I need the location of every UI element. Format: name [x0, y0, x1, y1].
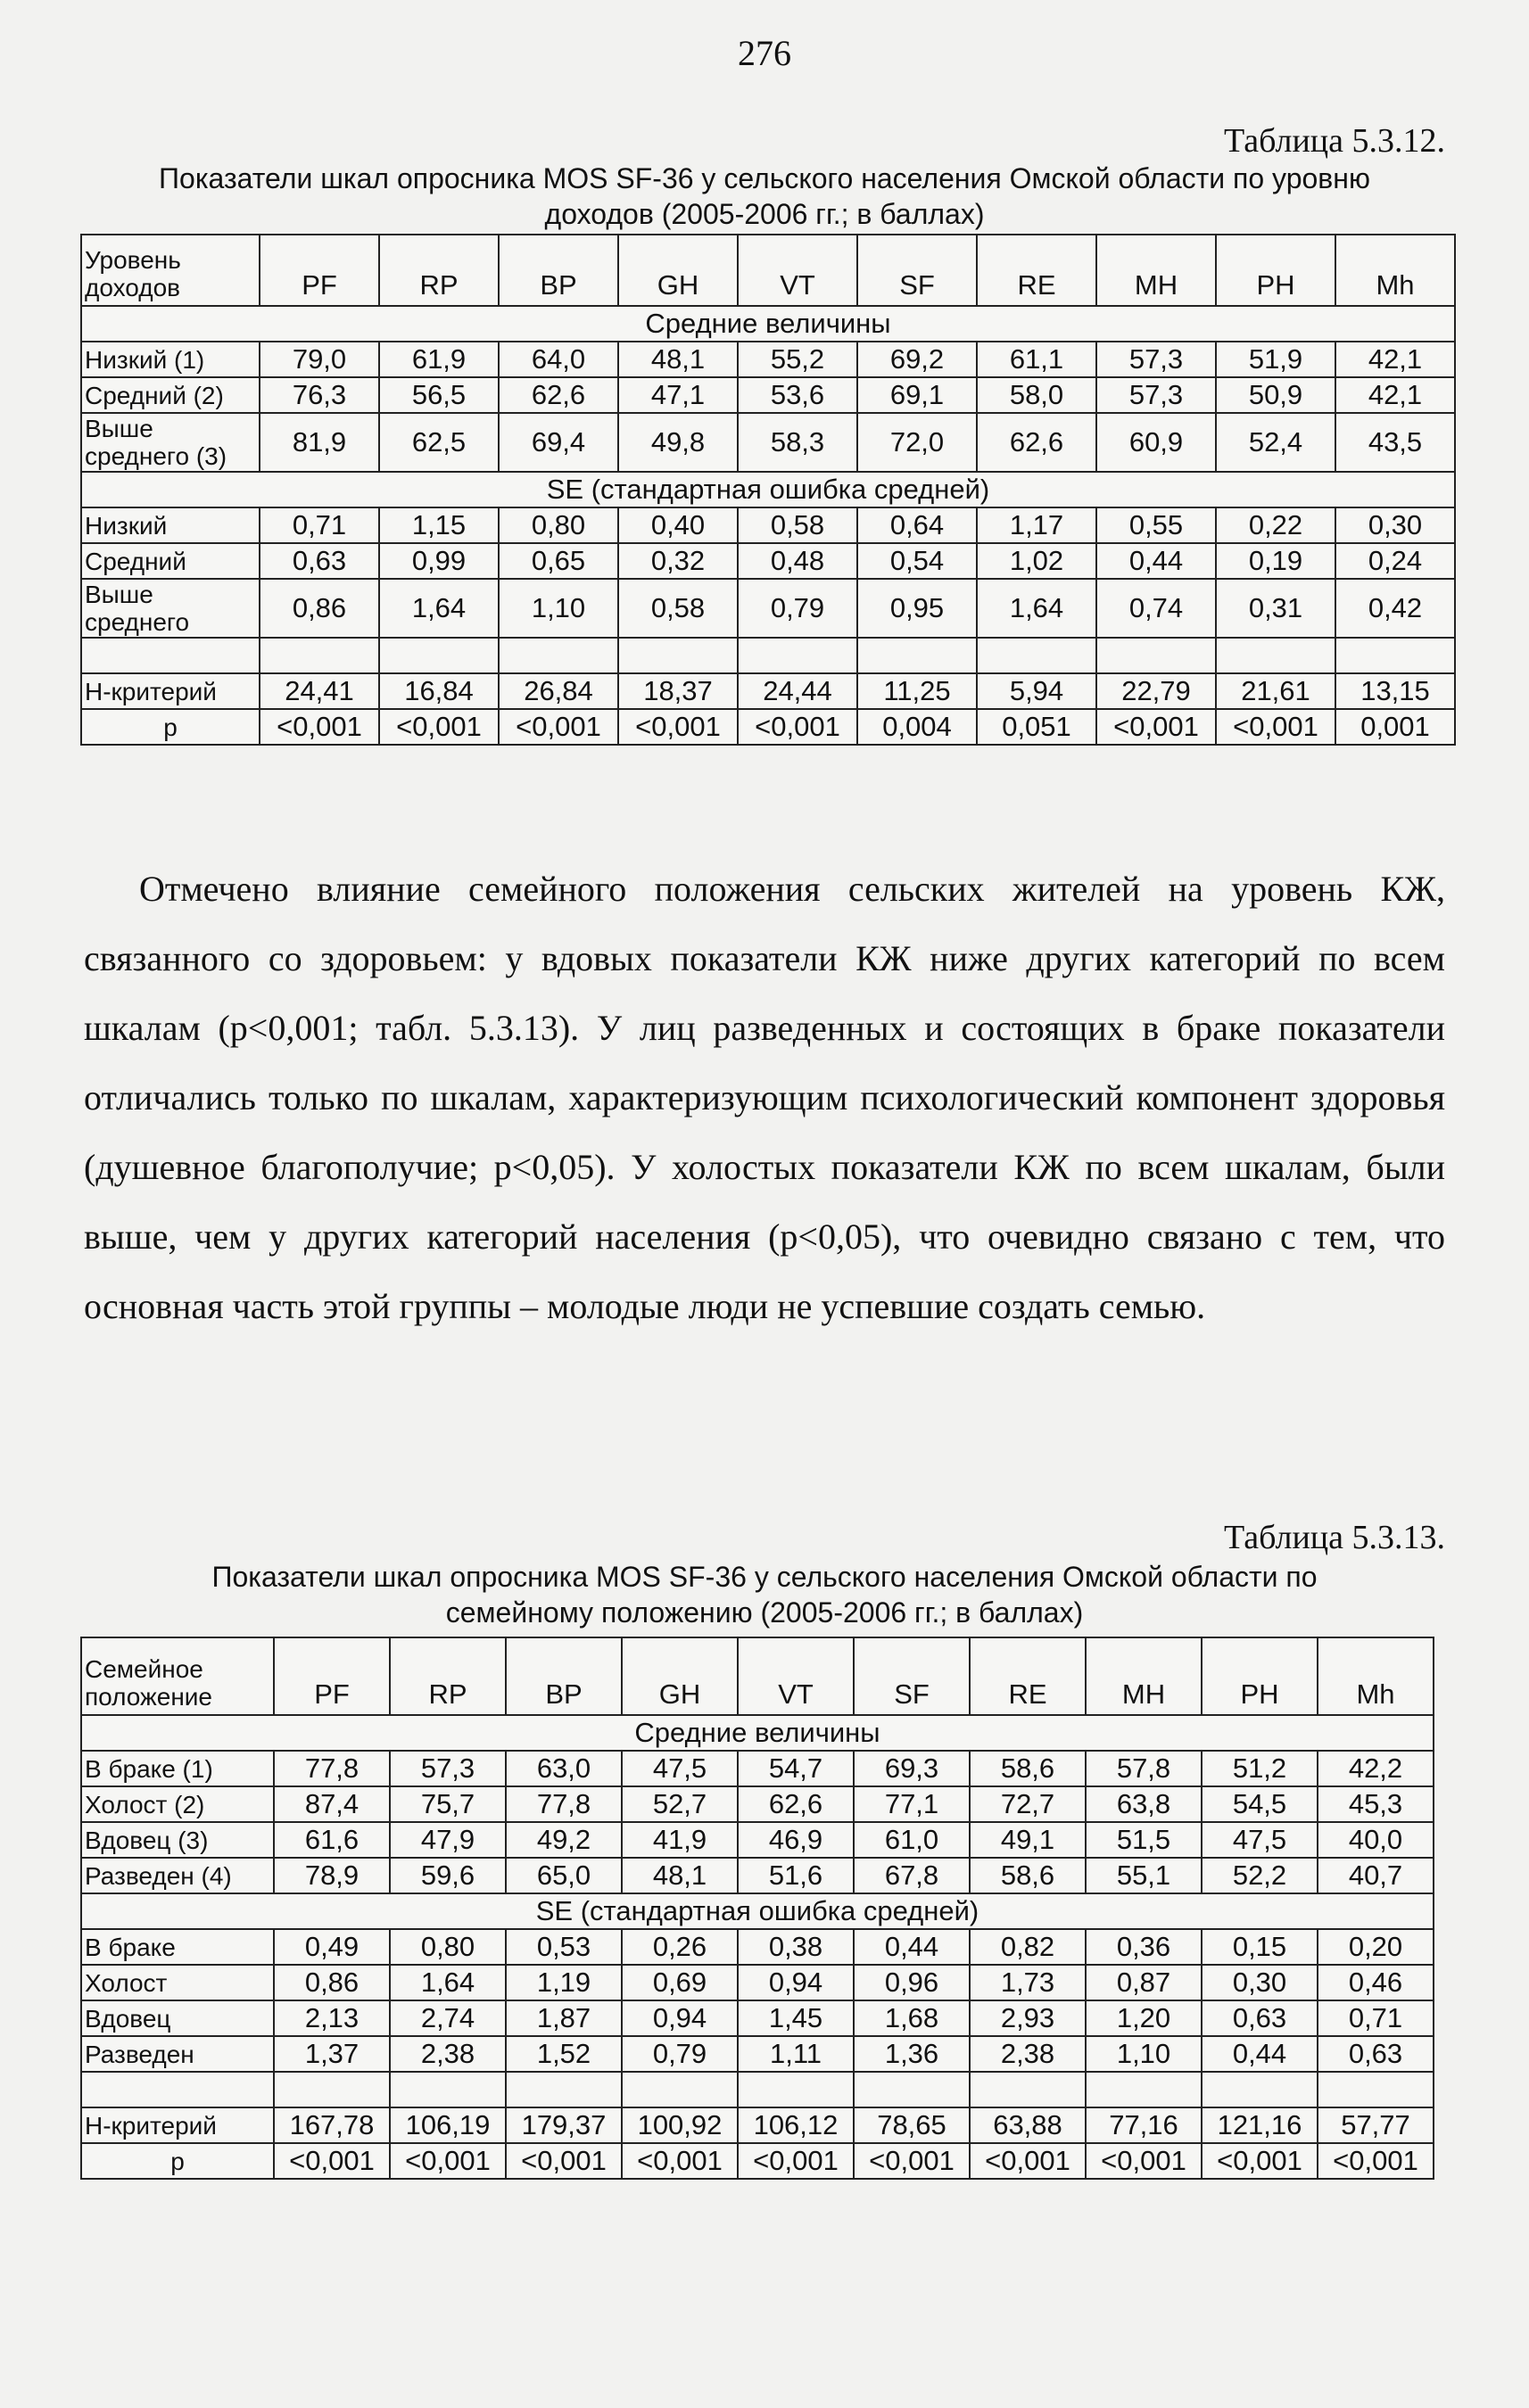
table-cell: 54,7 [738, 1751, 854, 1786]
spacer-cell [970, 2072, 1086, 2107]
table-cell: 0,69 [622, 1965, 738, 2000]
table-cell: <0,001 [506, 2143, 622, 2179]
spacer-cell [260, 638, 379, 673]
table-cell: 47,5 [622, 1751, 738, 1786]
corner-label: Уровень доходов [81, 235, 260, 306]
table-cell: 69,1 [857, 377, 977, 413]
table-cell: 75,7 [390, 1786, 506, 1822]
table-cell: 72,7 [970, 1786, 1086, 1822]
section-row [81, 1893, 1434, 1929]
table-cell: 57,3 [1096, 342, 1216, 377]
table-cell: <0,001 [274, 2143, 390, 2179]
corner-label: Семейное положение [81, 1637, 274, 1715]
table-cell: 49,8 [618, 413, 738, 472]
column-header: PH [1216, 235, 1335, 306]
table-cell: 11,25 [857, 673, 977, 709]
table-row [81, 2000, 1434, 2036]
table-cell: 0,58 [618, 579, 738, 638]
table-cell: 0,71 [260, 507, 379, 543]
table-cell: 41,9 [622, 1822, 738, 1858]
table-cell: 0,001 [1335, 709, 1455, 745]
spacer-cell [274, 2072, 390, 2107]
table-cell: 22,79 [1096, 673, 1216, 709]
column-header: Mh [1335, 235, 1455, 306]
row-label: Холост [81, 1965, 274, 2000]
table-cell: 45,3 [1318, 1786, 1434, 1822]
table-cell: 42,1 [1335, 342, 1455, 377]
table-cell: 57,3 [390, 1751, 506, 1786]
table-cell: <0,001 [260, 709, 379, 745]
section-title-se: SE (стандартная ошибка средней) [81, 472, 1455, 507]
table-cell: 2,38 [970, 2036, 1086, 2072]
table-cell: 1,64 [379, 579, 499, 638]
table-cell: 58,3 [738, 413, 857, 472]
table-row [81, 1786, 1434, 1822]
table-cell: 49,2 [506, 1822, 622, 1858]
table-cell: 78,65 [854, 2107, 970, 2143]
column-header: RP [390, 1637, 506, 1715]
table-row [81, 2107, 1434, 2143]
table1-label: Таблица 5.3.12. [1223, 122, 1445, 160]
table-row [81, 709, 1455, 745]
table-cell: 0,79 [738, 579, 857, 638]
table-cell: 0,004 [857, 709, 977, 745]
table-cell: 1,68 [854, 2000, 970, 2036]
table-cell: 81,9 [260, 413, 379, 472]
column-header: RE [970, 1637, 1086, 1715]
table-cell: 0,58 [738, 507, 857, 543]
table-cell: 0,36 [1086, 1929, 1202, 1965]
table-cell: 1,10 [499, 579, 618, 638]
section-row [81, 472, 1455, 507]
table-cell: 60,9 [1096, 413, 1216, 472]
spacer-cell [379, 638, 499, 673]
table-row [81, 1929, 1434, 1965]
table-cell: 62,6 [499, 377, 618, 413]
table1-caption-line1: Показатели шкал опросника MOS SF-36 у сельского населения Омской области по уровню [159, 162, 1370, 194]
table-cell: 61,0 [854, 1822, 970, 1858]
table-cell: <0,001 [390, 2143, 506, 2179]
table-cell: 1,20 [1086, 2000, 1202, 2036]
table-cell: 62,6 [738, 1786, 854, 1822]
table-cell: 52,2 [1202, 1858, 1318, 1893]
table-cell: 78,9 [274, 1858, 390, 1893]
table-cell: 179,37 [506, 2107, 622, 2143]
column-header: BP [506, 1637, 622, 1715]
table-cell: 0,30 [1335, 507, 1455, 543]
row-label: Средний [81, 543, 260, 579]
spacer-label [81, 638, 260, 673]
table-cell: 51,5 [1086, 1822, 1202, 1858]
column-header: PF [260, 235, 379, 306]
table-row [81, 1822, 1434, 1858]
table-cell: 63,0 [506, 1751, 622, 1786]
table-cell: 69,4 [499, 413, 618, 472]
table-cell: 1,37 [274, 2036, 390, 2072]
spacer-cell [854, 2072, 970, 2107]
table-cell: 0,99 [379, 543, 499, 579]
table-cell: 2,13 [274, 2000, 390, 2036]
table1-caption-line2: доходов (2005-2006 гг.; в баллах) [544, 198, 985, 230]
table-cell: <0,001 [1096, 709, 1216, 745]
table-row [81, 579, 1455, 638]
table-cell: 2,74 [390, 2000, 506, 2036]
spacer-cell [857, 638, 977, 673]
table-cell: 1,52 [506, 2036, 622, 2072]
table-cell: <0,001 [379, 709, 499, 745]
table-cell: 24,44 [738, 673, 857, 709]
row-label: Средний (2) [81, 377, 260, 413]
table-cell: 51,2 [1202, 1751, 1318, 1786]
table-cell: 2,93 [970, 2000, 1086, 2036]
table-cell: 50,9 [1216, 377, 1335, 413]
table-cell: 0,54 [857, 543, 977, 579]
table-cell: <0,001 [1086, 2143, 1202, 2179]
table-cell: 0,80 [499, 507, 618, 543]
row-label: Н-критерий [81, 2107, 274, 2143]
table-cell: 0,74 [1096, 579, 1216, 638]
table-cell: 52,7 [622, 1786, 738, 1822]
table-cell: 0,64 [857, 507, 977, 543]
spacer-cell [499, 638, 618, 673]
section-title-means: Средние величины [81, 1715, 1434, 1751]
table-row [81, 507, 1455, 543]
column-header: PF [274, 1637, 390, 1715]
table-cell: 0,63 [1202, 2000, 1318, 2036]
table-cell: 0,051 [977, 709, 1096, 745]
row-label: Выше среднего [81, 579, 260, 638]
table-cell: 106,19 [390, 2107, 506, 2143]
table-cell: 0,63 [1318, 2036, 1434, 2072]
row-label: Вдовец (3) [81, 1822, 274, 1858]
table-cell: 40,7 [1318, 1858, 1434, 1893]
column-header: PH [1202, 1637, 1318, 1715]
table-cell: 0,55 [1096, 507, 1216, 543]
table-cell: 2,38 [390, 2036, 506, 2072]
row-label: В браке (1) [81, 1751, 274, 1786]
table-cell: 0,22 [1216, 507, 1335, 543]
table-cell: 59,6 [390, 1858, 506, 1893]
spacer-cell [618, 638, 738, 673]
table-cell: 100,92 [622, 2107, 738, 2143]
table-cell: 65,0 [506, 1858, 622, 1893]
paragraph-text: Отмечено влияние семейного положения сельских жителей на уровень КЖ, связанного со здоровьем: у вдовых показатели КЖ ниже других категорий по всем шкалам (р<0,001; табл. 5.3.13). У лиц разведенных и состоящих в браке показатели отличались только по шкалам, характеризующим психологический компонент здоровья (душевное благополучие; р<0,05). У холостых показатели КЖ по всем шкалам, были выше, чем у других категорий населения (р<0,05), что очевидно связано с тем, что основная часть этой группы – молодые люди не успевшие создать семью. [84, 869, 1445, 1326]
column-header: VT [738, 235, 857, 306]
table-cell: 1,17 [977, 507, 1096, 543]
spacer-cell [390, 2072, 506, 2107]
column-header: BP [499, 235, 618, 306]
table-cell: 0,94 [622, 2000, 738, 2036]
table-cell: 61,6 [274, 1822, 390, 1858]
column-header: GH [618, 235, 738, 306]
table-row [81, 1751, 1434, 1786]
table-cell: 58,0 [977, 377, 1096, 413]
table-cell: 56,5 [379, 377, 499, 413]
table-cell: 61,1 [977, 342, 1096, 377]
spacer-label [81, 2072, 274, 2107]
table-cell: 79,0 [260, 342, 379, 377]
table-cell: 0,71 [1318, 2000, 1434, 2036]
table-cell: 0,38 [738, 1929, 854, 1965]
table-cell: 72,0 [857, 413, 977, 472]
table-cell: 0,86 [260, 579, 379, 638]
column-header: VT [738, 1637, 854, 1715]
table-marital-status [80, 1637, 1434, 2180]
table-cell: 0,32 [618, 543, 738, 579]
table-cell: <0,001 [854, 2143, 970, 2179]
table-cell: 0,63 [260, 543, 379, 579]
table-cell: 1,02 [977, 543, 1096, 579]
table-cell: 64,0 [499, 342, 618, 377]
spacer-cell [1086, 2072, 1202, 2107]
table-cell: <0,001 [970, 2143, 1086, 2179]
table-cell: 1,19 [506, 1965, 622, 2000]
table-cell: 0,79 [622, 2036, 738, 2072]
table-cell: 76,3 [260, 377, 379, 413]
row-label: Холост (2) [81, 1786, 274, 1822]
table-cell: 0,80 [390, 1929, 506, 1965]
table-cell: 87,4 [274, 1786, 390, 1822]
table-cell: 51,6 [738, 1858, 854, 1893]
spacer-row [81, 638, 1455, 673]
table-cell: 1,64 [977, 579, 1096, 638]
table-cell: <0,001 [1202, 2143, 1318, 2179]
table-cell: 67,8 [854, 1858, 970, 1893]
table-cell: 42,1 [1335, 377, 1455, 413]
table-cell: 69,3 [854, 1751, 970, 1786]
row-label: Низкий [81, 507, 260, 543]
table-cell: 0,30 [1202, 1965, 1318, 2000]
table-cell: 0,44 [1202, 2036, 1318, 2072]
table-cell: 0,19 [1216, 543, 1335, 579]
row-label: р [81, 709, 260, 745]
table-cell: 0,24 [1335, 543, 1455, 579]
table1-caption [84, 161, 1445, 232]
table-cell: 0,26 [622, 1929, 738, 1965]
table-cell: 69,2 [857, 342, 977, 377]
table-cell: 13,15 [1335, 673, 1455, 709]
table-cell: 0,65 [499, 543, 618, 579]
table-row [81, 2143, 1434, 2179]
table-cell: 47,1 [618, 377, 738, 413]
table-cell: 1,45 [738, 2000, 854, 2036]
table-cell: 5,94 [977, 673, 1096, 709]
table-cell: 57,8 [1086, 1751, 1202, 1786]
table-cell: 1,11 [738, 2036, 854, 2072]
column-header: Mh [1318, 1637, 1434, 1715]
row-label: Вдовец [81, 2000, 274, 2036]
row-label: Низкий (1) [81, 342, 260, 377]
table-cell: 0,20 [1318, 1929, 1434, 1965]
spacer-cell [977, 638, 1096, 673]
table-cell: 49,1 [970, 1822, 1086, 1858]
table-header-row [81, 1637, 1434, 1715]
table-cell: 1,73 [970, 1965, 1086, 2000]
column-header: SF [854, 1637, 970, 1715]
table-cell: 18,37 [618, 673, 738, 709]
table-cell: <0,001 [1318, 2143, 1434, 2179]
table-row [81, 377, 1455, 413]
table-cell: 47,5 [1202, 1822, 1318, 1858]
table-cell: 55,1 [1086, 1858, 1202, 1893]
table-cell: <0,001 [618, 709, 738, 745]
column-header: MH [1096, 235, 1216, 306]
spacer-row [81, 2072, 1434, 2107]
section-title-se: SE (стандартная ошибка средней) [81, 1893, 1434, 1929]
table-cell: 58,6 [970, 1751, 1086, 1786]
table-cell: 0,96 [854, 1965, 970, 2000]
table-cell: 40,0 [1318, 1822, 1434, 1858]
table-cell: 77,1 [854, 1786, 970, 1822]
spacer-cell [622, 2072, 738, 2107]
table-cell: 48,1 [622, 1858, 738, 1893]
table-cell: 58,6 [970, 1858, 1086, 1893]
table-cell: <0,001 [499, 709, 618, 745]
table-cell: 77,8 [506, 1786, 622, 1822]
section-row [81, 306, 1455, 342]
spacer-cell [1335, 638, 1455, 673]
table-cell: <0,001 [622, 2143, 738, 2179]
spacer-cell [1216, 638, 1335, 673]
spacer-cell [1318, 2072, 1434, 2107]
table-cell: 0,31 [1216, 579, 1335, 638]
row-label: р [81, 2143, 274, 2179]
table-header-row [81, 235, 1455, 306]
table-cell: 0,53 [506, 1929, 622, 1965]
table-cell: 0,42 [1335, 579, 1455, 638]
table-row [81, 1858, 1434, 1893]
table-cell: 57,3 [1096, 377, 1216, 413]
table-cell: 55,2 [738, 342, 857, 377]
table-cell: 54,5 [1202, 1786, 1318, 1822]
table-row [81, 673, 1455, 709]
table-cell: 63,88 [970, 2107, 1086, 2143]
row-label: В браке [81, 1929, 274, 1965]
table-cell: 47,9 [390, 1822, 506, 1858]
table-cell: 0,48 [738, 543, 857, 579]
page-number: 276 [738, 33, 791, 73]
column-header: RP [379, 235, 499, 306]
table2-caption-line1: Показатели шкал опросника MOS SF-36 у сельского населения Омской области по [211, 1561, 1318, 1593]
table-cell: 121,16 [1202, 2107, 1318, 2143]
table-cell: <0,001 [738, 2143, 854, 2179]
table-income-levels [80, 234, 1456, 746]
table-cell: 1,87 [506, 2000, 622, 2036]
table-cell: 167,78 [274, 2107, 390, 2143]
table-row [81, 342, 1455, 377]
spacer-cell [738, 638, 857, 673]
table-cell: 0,49 [274, 1929, 390, 1965]
column-header: SF [857, 235, 977, 306]
table-cell: <0,001 [738, 709, 857, 745]
body-paragraph [84, 854, 1445, 1341]
table-cell: 0,44 [1096, 543, 1216, 579]
table-cell: 57,77 [1318, 2107, 1434, 2143]
table-cell: 53,6 [738, 377, 857, 413]
table-cell: 1,10 [1086, 2036, 1202, 2072]
table2-caption [84, 1559, 1445, 1630]
table-cell: 0,44 [854, 1929, 970, 1965]
row-label: Разведен [81, 2036, 274, 2072]
table-cell: 61,9 [379, 342, 499, 377]
table-cell: 43,5 [1335, 413, 1455, 472]
table-cell: 0,87 [1086, 1965, 1202, 2000]
table-row [81, 543, 1455, 579]
table-cell: 46,9 [738, 1822, 854, 1858]
table-cell: 42,2 [1318, 1751, 1434, 1786]
table-cell: 26,84 [499, 673, 618, 709]
table-cell: 0,94 [738, 1965, 854, 2000]
table-cell: 24,41 [260, 673, 379, 709]
table-cell: 63,8 [1086, 1786, 1202, 1822]
section-title-means: Средние величины [81, 306, 1455, 342]
table-row [81, 1965, 1434, 2000]
table-cell: 51,9 [1216, 342, 1335, 377]
table-cell: 0,95 [857, 579, 977, 638]
row-label: Выше среднего (3) [81, 413, 260, 472]
table-cell: 21,61 [1216, 673, 1335, 709]
table-cell: 0,40 [618, 507, 738, 543]
column-header: GH [622, 1637, 738, 1715]
table-cell: 1,64 [390, 1965, 506, 2000]
table-cell: 16,84 [379, 673, 499, 709]
column-header: MH [1086, 1637, 1202, 1715]
table-cell: 52,4 [1216, 413, 1335, 472]
table-cell: <0,001 [1216, 709, 1335, 745]
table-cell: 0,82 [970, 1929, 1086, 1965]
table-cell: 48,1 [618, 342, 738, 377]
table2-caption-line2: семейному положению (2005-2006 гг.; в баллах) [445, 1596, 1084, 1629]
spacer-cell [738, 2072, 854, 2107]
table-row [81, 413, 1455, 472]
table-cell: 62,6 [977, 413, 1096, 472]
table-cell: 1,15 [379, 507, 499, 543]
table-cell: 1,36 [854, 2036, 970, 2072]
spacer-cell [1096, 638, 1216, 673]
table-cell: 62,5 [379, 413, 499, 472]
spacer-cell [1202, 2072, 1318, 2107]
section-row [81, 1715, 1434, 1751]
table-cell: 0,86 [274, 1965, 390, 2000]
row-label: Разведен (4) [81, 1858, 274, 1893]
table-cell: 106,12 [738, 2107, 854, 2143]
spacer-cell [506, 2072, 622, 2107]
table-cell: 0,15 [1202, 1929, 1318, 1965]
table-cell: 0,46 [1318, 1965, 1434, 2000]
table-cell: 77,8 [274, 1751, 390, 1786]
column-header: RE [977, 235, 1096, 306]
table-cell: 77,16 [1086, 2107, 1202, 2143]
table2-label: Таблица 5.3.13. [1223, 1519, 1445, 1556]
table-row [81, 2036, 1434, 2072]
row-label: Н-критерий [81, 673, 260, 709]
